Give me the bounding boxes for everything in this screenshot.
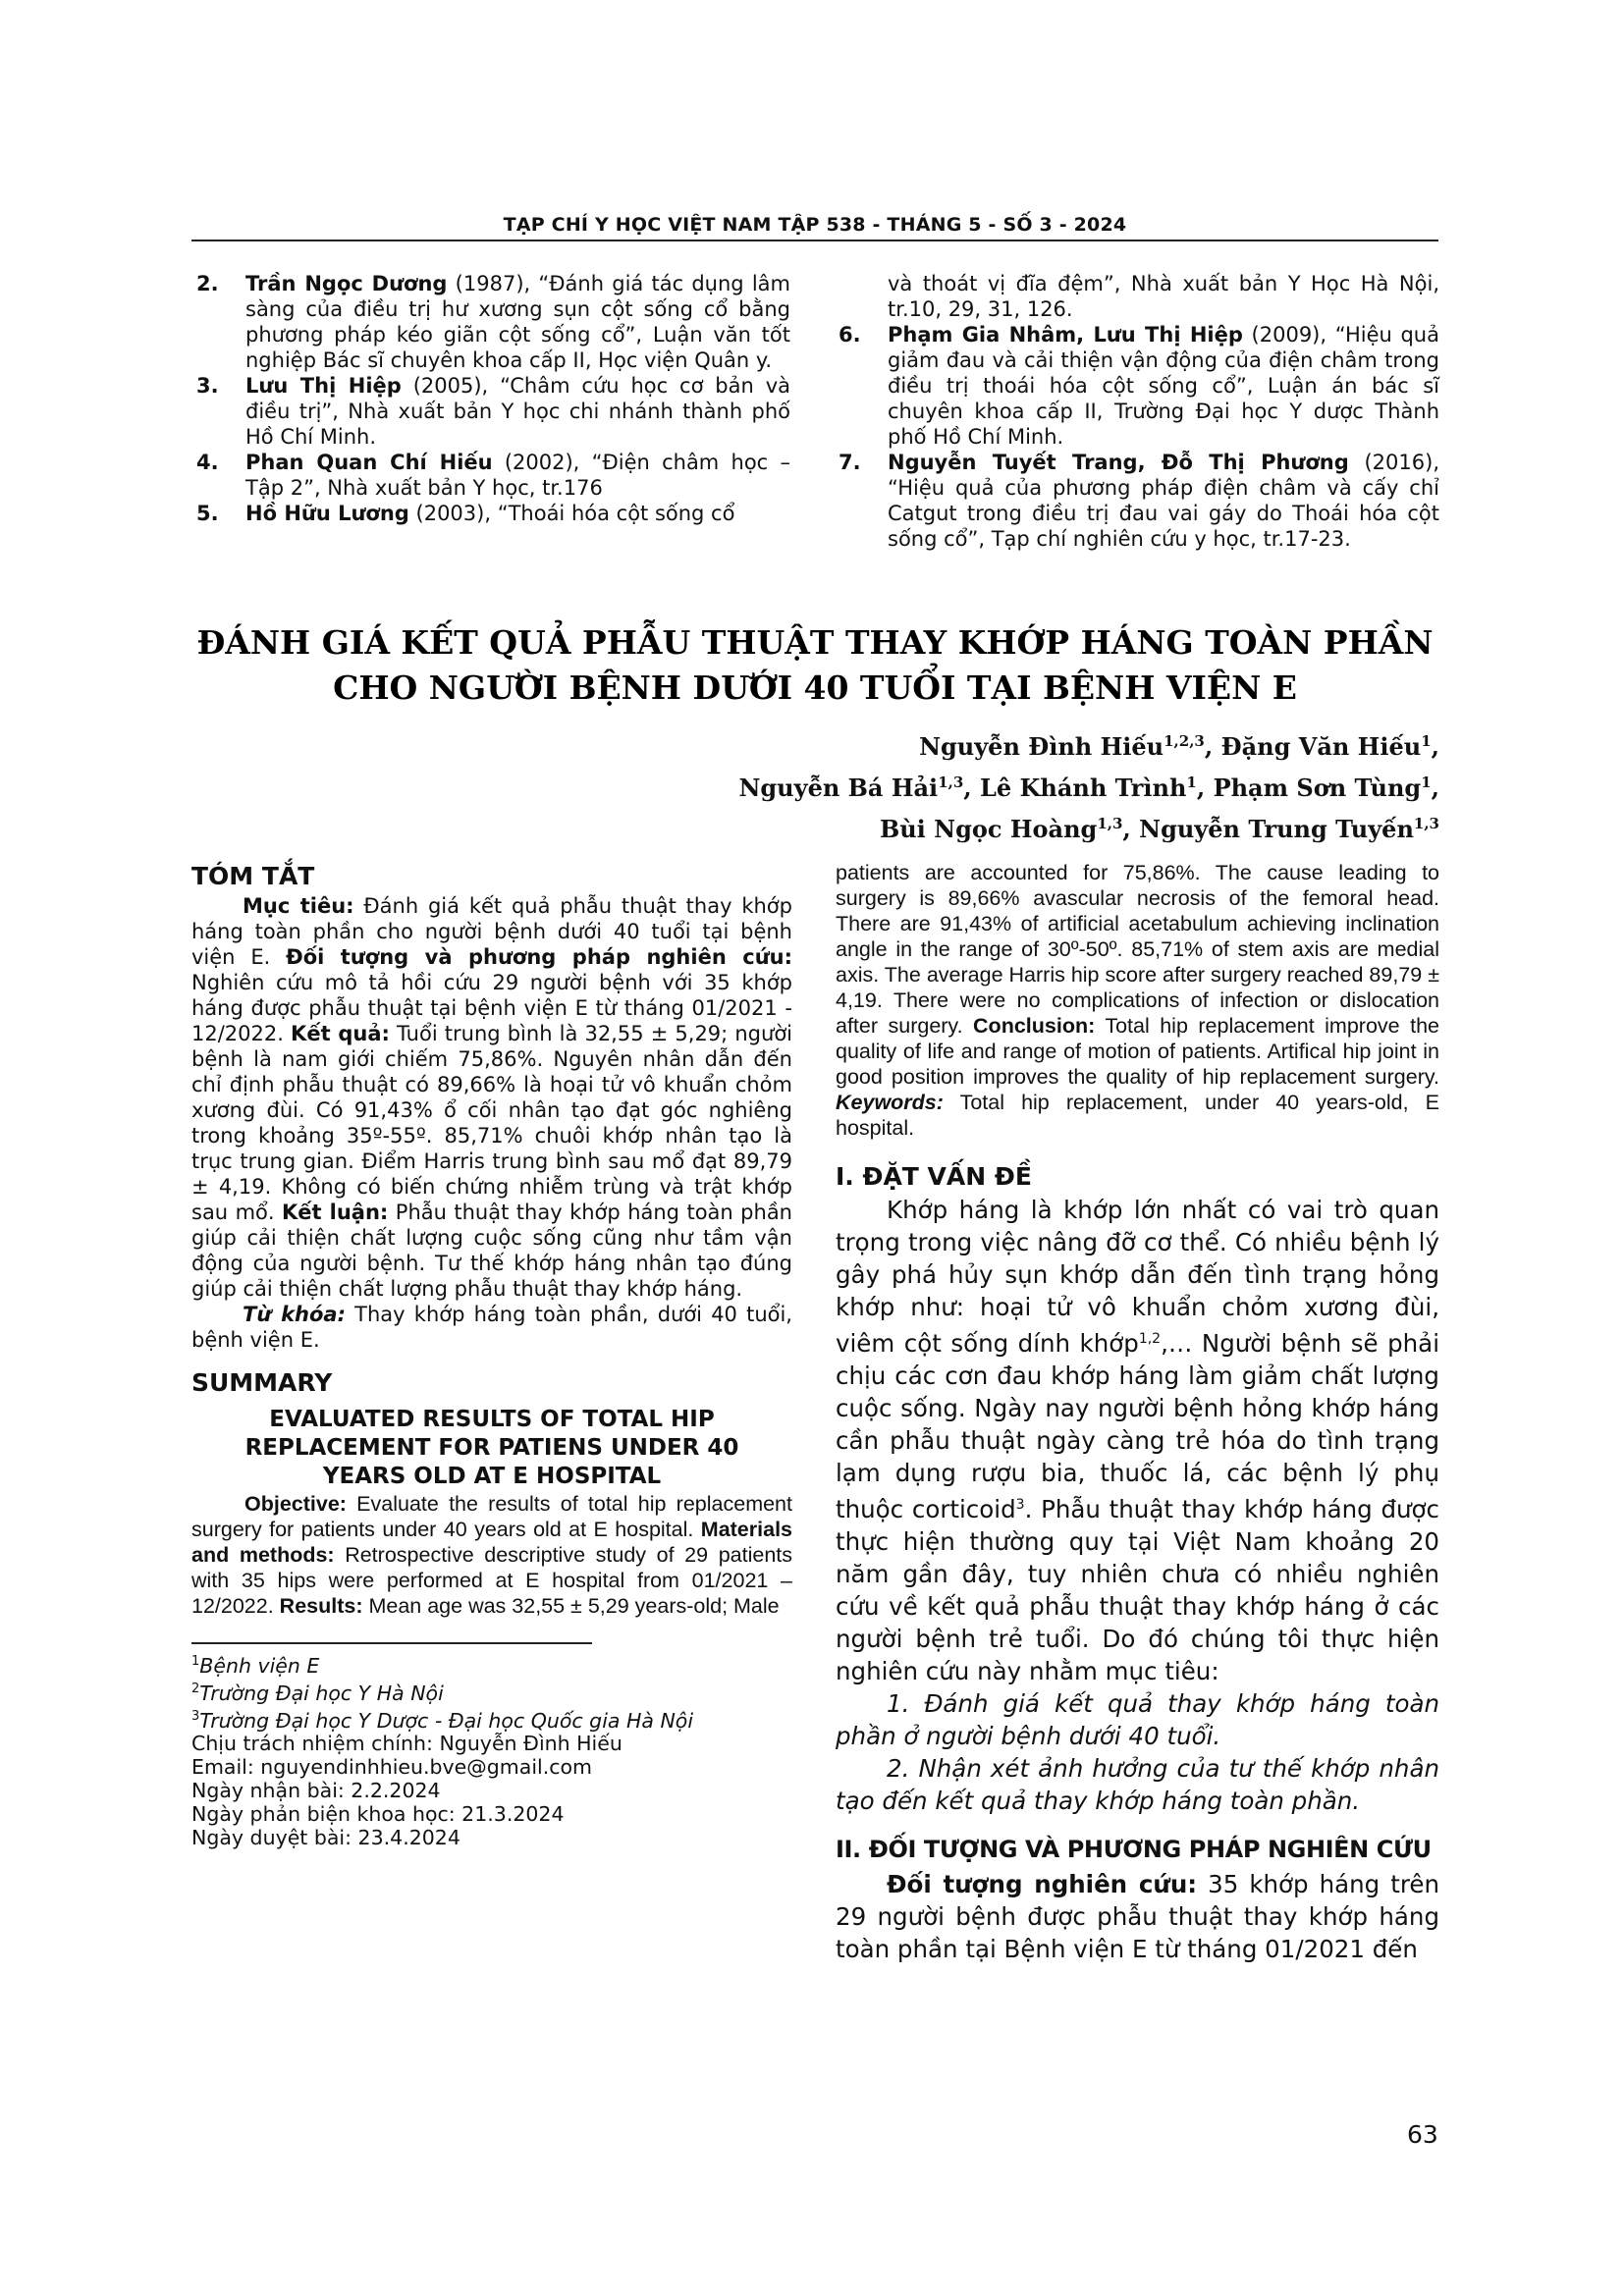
author-name: Bùi Ngọc Hoàng bbox=[879, 815, 1098, 843]
summary-title-line: REPLACEMENT FOR PATIENS UNDER 40 bbox=[244, 1435, 739, 1461]
reference-number: 3. bbox=[196, 374, 219, 398]
page-number: 63 bbox=[1407, 2120, 1438, 2149]
author-affiliation: 1,3 bbox=[1413, 815, 1439, 832]
author-affiliation: 1,3 bbox=[1097, 815, 1123, 832]
summary-text bbox=[191, 1491, 792, 1619]
reference-item bbox=[196, 450, 790, 501]
reference-number: 5. bbox=[196, 502, 219, 525]
reference-text: (2016), “Hiệu quả của phương pháp điện châm và cấy chỉ Catgut trong điều trị đau vai gáy do Thoái hóa cột sống cổ”, Tạp chí nghiên cứu y học, tr.17-23. bbox=[888, 451, 1439, 551]
reference-number: 6. bbox=[839, 323, 861, 347]
footnote-reviewed: Ngày phản biện khoa học: 21.3.2024 bbox=[191, 1802, 565, 1827]
author-affiliation: 1,2,3 bbox=[1164, 732, 1205, 750]
reference-author: Hồ Hữu Lương bbox=[245, 502, 409, 525]
footnote-email: Email: nguyendinhhieu.bve@gmail.com bbox=[191, 1755, 593, 1780]
journal-header: TẠP CHÍ Y HỌC VIỆT NAM TẬP 538 - THÁNG 5 - SỐ 3 - 2024 bbox=[503, 214, 1127, 236]
footnote-received: Ngày nhận bài: 2.2.2024 bbox=[191, 1779, 441, 1803]
abstract-heading: TÓM TẮT bbox=[191, 862, 315, 890]
reference-author: Lưu Thị Hiệp bbox=[245, 374, 402, 398]
abstract-methods: Nghiên cứu mô tả hồi cứu 29 người bệnh với 35 khớp háng được phẫu thuật tại bệnh viện E từ tháng 01/2021 - 12/2022. bbox=[191, 971, 792, 1045]
section-paragraph: Khớp háng là khớp lớn nhất có vai trò quan trọng trong việc nâng đỡ cơ thể. Có nhiều bệnh lý gây phá hủy sụn khớp dẫn đến tình trạng hỏng khớp như: hoại tử vô khuẩn chỏm xương đùi, viêm cột sống dính khớp$^{1,2}$,… Người bệnh sẽ phải chịu các cơn đau khớp háng làm giảm chất lượng cuộc sống. Ngày nay người bệnh hỏng khớp háng cần phẫu thuật ngày càng trẻ hóa do tình trạng lạm dụng rượu bia, thuốc lá, các bệnh lý phụ thuộc corticoid$^3$. Phẫu thuật thay khớp háng được thực hiện thường quy tại Việt Nam khoảng 20 năm gần đây, tuy nhiên chưa có nhiều nghiên cứu về kết quả phẫu thuật thay khớp háng ở các người bệnh trẻ tuổi. Do đó chúng tôi thực hiện nghiên cứu này nhằm mục tiêu: bbox=[836, 1196, 1440, 1686]
footnote-responsible: Chịu trách nhiệm chính: Nguyễn Đình Hiếu bbox=[191, 1732, 623, 1756]
reference-author: Trần Ngọc Dương bbox=[245, 272, 448, 295]
reference-number: 7. bbox=[839, 451, 861, 474]
reference-item bbox=[196, 373, 790, 450]
footnote-affiliation: $^1$Bệnh viện E bbox=[191, 1653, 320, 1678]
summary-keywords: Total hip replacement, under 40 years-old, E hospital. bbox=[836, 1091, 1439, 1140]
summary-results-cont: patients are accounted for 75,86%. The cause leading to surgery is 89,66% avascular necrosis of the femoral head. There are 91,43% of artificial acetabulum achieving inclination angle in the range of 30º-50º. 85,71% of stem axis are medial axis. The average Harris hip score after surgery reached 89,79 ± 4,19. There were no complications of infection or dislocation after surgery. bbox=[836, 861, 1439, 1038]
author-line: Nguyễn Đình Hiếu$^{1,2,3}$, Đặng Văn Hiếu$^1$, bbox=[919, 732, 1439, 761]
right-column bbox=[836, 860, 1439, 1965]
footnote-affiliation: $^3$Trường Đại học Y Dược - Đại học Quốc gia Hà Nội bbox=[191, 1708, 694, 1733]
abstract-vi bbox=[191, 893, 792, 1302]
reference-text: (2005), “Châm cứu học cơ bản và điều trị”, Nhà xuất bản Y học chi nhánh thành phố Hồ Chí Minh. bbox=[245, 374, 790, 449]
reference-author: Phan Quan Chí Hiếu bbox=[245, 451, 493, 474]
reference-item bbox=[839, 450, 1439, 552]
author-line: Bùi Ngọc Hoàng$^{1,3}$, Nguyễn Trung Tuyến$^{1,3}$ bbox=[879, 815, 1439, 843]
author-name: Nguyễn Đình Hiếu bbox=[919, 732, 1164, 761]
summary-results: Mean age was 32,55 ± 5,29 years-old; Male bbox=[362, 1594, 780, 1618]
reference-text: (1987), “Đánh giá tác dụng lâm sàng của điều trị hư xương sụn cột sống cổ bằng phương pháp kéo giãn cột sống cổ”, Luận văn tốt nghiệp Bác sĩ chuyên khoa cấp II, Học viện Quân y. bbox=[245, 272, 790, 372]
label-methods: Đối tượng và phương pháp nghiên cứu: bbox=[286, 945, 792, 969]
author-affiliation: 1,3 bbox=[938, 774, 964, 791]
label-objective: Mục tiêu: bbox=[243, 894, 354, 918]
references-left bbox=[196, 271, 790, 526]
author-name: Đặng Văn Hiếu bbox=[1220, 732, 1422, 761]
author-affiliation: 1 bbox=[1421, 732, 1432, 750]
reference-number: 4. bbox=[196, 451, 219, 474]
reference-author: Phạm Gia Nhâm, Lưu Thị Hiệp bbox=[888, 323, 1243, 347]
summary-title-line: YEARS OLD AT E HOSPITAL bbox=[322, 1464, 662, 1489]
label-results-en: Results: bbox=[279, 1594, 363, 1618]
label-methods-en: Materials and methods: bbox=[191, 1518, 792, 1567]
footnote-affiliation: $^2$Trường Đại học Y Hà Nội bbox=[191, 1681, 444, 1705]
reference-author: Nguyễn Tuyết Trang, Đỗ Thị Phương bbox=[888, 451, 1349, 474]
reference-item bbox=[196, 501, 790, 526]
author-line: Nguyễn Bá Hải$^{1,3}$, Lê Khánh Trình$^1$, Phạm Sơn Tùng$^1$, bbox=[738, 774, 1439, 802]
section-heading: II. ĐỐI TƯỢNG VÀ PHƯƠNG PHÁP NGHIÊN CỨU bbox=[836, 1836, 1432, 1864]
summary-heading: SUMMARY bbox=[191, 1368, 333, 1397]
author-name: Phạm Sơn Tùng bbox=[1213, 774, 1422, 802]
article-title-line: ĐÁNH GIÁ KẾT QUẢ PHẪU THUẬT THAY KHỚP HÁNG TOÀN PHẦN bbox=[196, 623, 1434, 662]
left-column bbox=[191, 860, 792, 1849]
summary-text-continued bbox=[836, 860, 1439, 1141]
summary-title-line: EVALUATED RESULTS OF TOTAL HIP bbox=[269, 1407, 715, 1432]
reference-text: (2002), “Điện châm học – Tập 2”, Nhà xuất bản Y học, tr.176 bbox=[245, 451, 790, 500]
section-heading: I. ĐẶT VẤN ĐỀ bbox=[836, 1162, 1032, 1191]
objective-item: 1. Đánh giá kết quả thay khớp háng toàn phần ở người bệnh dưới 40 tuổi. bbox=[836, 1689, 1439, 1751]
reference-text: (2003), “Thoái hóa cột sống cổ bbox=[408, 502, 735, 525]
author-affiliation: 1 bbox=[1421, 774, 1432, 791]
section-paragraph: Đối tượng nghiên cứu: 35 khớp háng trên 29 người bệnh được phẫu thuật thay khớp háng toàn phần tại Bệnh viện E từ tháng 01/2021 đến bbox=[836, 1870, 1439, 1964]
objective-item: 2. Nhận xét ảnh hưởng của tư thế khớp nhân tạo đến kết quả thay khớp háng toàn phần. bbox=[836, 1754, 1439, 1816]
label-subjects: Đối tượng nghiên cứu: bbox=[887, 1870, 1198, 1899]
summary-title bbox=[191, 1406, 792, 1491]
reference-number: 2. bbox=[196, 272, 219, 295]
author-name: Nguyễn Trung Tuyến bbox=[1139, 815, 1414, 843]
author-name: Nguyễn Bá Hải bbox=[738, 774, 939, 802]
reference-item bbox=[839, 322, 1439, 450]
label-conclusion-en: Conclusion: bbox=[973, 1014, 1096, 1038]
footnote-rule bbox=[191, 1642, 592, 1644]
article-title bbox=[191, 620, 1438, 711]
label-results: Kết quả: bbox=[291, 1022, 390, 1045]
summary-conclusion: Total hip replacement improve the quality of life and range of motion of patients. Artifical hip joint in good position improves the quality of hip replacement surgery. bbox=[836, 1014, 1439, 1089]
author-list bbox=[507, 723, 1439, 847]
keywords-text: Thay khớp háng toàn phần, dưới 40 tuổi, bệnh viện E. bbox=[191, 1303, 792, 1352]
reference-text: và thoát vị đĩa đệm”, Nhà xuất bản Y Học Hà Nội, tr.10, 29, 31, 126. bbox=[888, 272, 1439, 321]
summary-objective: Evaluate the results of total hip replacement surgery for patients under 40 years old at E hospital. bbox=[191, 1492, 792, 1541]
header-rule bbox=[191, 240, 1438, 241]
reference-item bbox=[196, 271, 790, 373]
reference-text: (2009), “Hiệu quả giảm đau và cải thiện vận động của điện châm trong điều trị thoái hóa cột sống cổ”, Luận án bác sĩ chuyên khoa cấp II, Trường Đại học Y dược Thành phố Hồ Chí Minh. bbox=[888, 323, 1439, 449]
label-keywords-en: Keywords: bbox=[836, 1091, 944, 1114]
label-objective-en: Objective: bbox=[244, 1492, 347, 1516]
label-conclusion: Kết luận: bbox=[282, 1201, 389, 1224]
label-keywords: Từ khóa: bbox=[243, 1303, 346, 1326]
reference-continuation bbox=[839, 271, 1439, 322]
abstract-results: Tuổi trung bình là 32,55 ± 5,29; người bệnh là nam giới chiếm 75,86%. Nguyên nhân dẫn đến chỉ định phẫu thuật có 89,66% là hoại tử vô khuẩn chỏm xương đùi. Có 91,43% ổ cối nhân tạo đạt góc nghiêng trong khoảng 35º-55º. 85,71% chuôi khớp nhân tạo là trục trung gian. Điểm Harris trung bình sau mổ đạt 89,79 ± 4,19. Không có biến chứng nhiễm trùng và trật khớp sau mổ. bbox=[191, 1022, 793, 1224]
abstract-objective: Đánh giá kết quả phẫu thuật thay khớp háng toàn phần cho người bệnh dưới 40 tuổi tại bệnh viện E. bbox=[191, 894, 792, 969]
abstract-keywords bbox=[191, 1302, 792, 1353]
summary-methods: Retrospective descriptive study of 29 patients with 35 hips were performed at E hospital from 01/2021 – 12/2022. bbox=[191, 1543, 792, 1618]
abstract-conclusion: Phẫu thuật thay khớp háng toàn phần giúp cải thiện chất lượng cuộc sống cũng như tầm vận động của người bệnh. Tư thế khớp háng nhân tạo đúng giúp cải thiện chất lượng phẫu thuật thay khớp háng. bbox=[191, 1201, 792, 1301]
footnote-approved: Ngày duyệt bài: 23.4.2024 bbox=[191, 1826, 460, 1850]
article-title-line: CHO NGƯỜI BỆNH DƯỚI 40 TUỔI TẠI BỆNH VIỆN E bbox=[333, 668, 1297, 707]
author-affiliation: 1 bbox=[1186, 774, 1197, 791]
author-name: Lê Khánh Trình bbox=[980, 774, 1187, 802]
references-right bbox=[839, 271, 1439, 552]
